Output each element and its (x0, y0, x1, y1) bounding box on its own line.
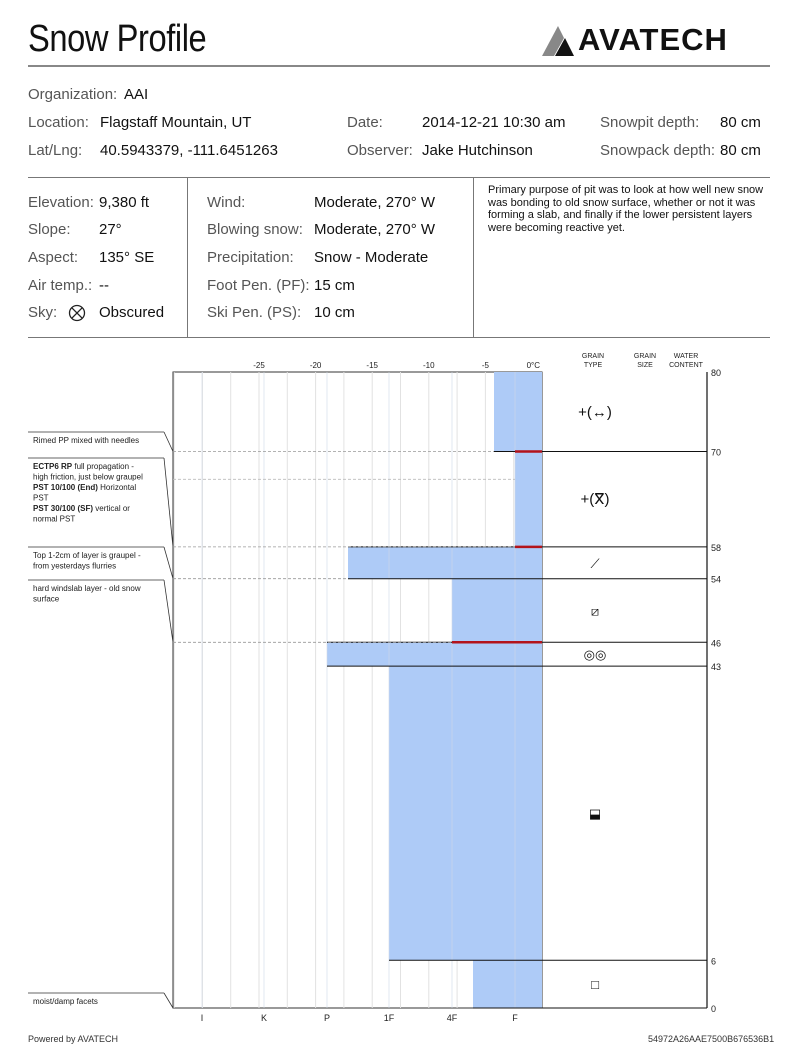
conditions-divider-2 (473, 177, 474, 337)
column-header: TYPE (583, 362, 603, 369)
latlng-label: Lat/Lng: (28, 142, 83, 159)
decomposing-icon: ⟋ (590, 555, 600, 571)
temp-tick-label: 0°C (526, 361, 540, 370)
hardness-bar (389, 666, 542, 960)
precip-particle-icon: +(↔) (578, 403, 612, 421)
avatech-logo-icon (538, 24, 576, 58)
brand-logo (538, 22, 770, 58)
sky-value: Obscured (99, 304, 165, 321)
wind-label: Wind: (207, 194, 246, 211)
hardness-bar (452, 579, 542, 643)
hardness-tick-label: K (260, 1013, 268, 1023)
sky-label: Sky: (28, 304, 58, 321)
conditions-divider-1 (187, 177, 188, 337)
snowpit-depth-label: Snowpit depth: (600, 114, 700, 131)
hardness-bar (515, 452, 542, 547)
depth-label: 46 (711, 638, 722, 649)
comment-text: PST 10/100 (End) Horizontal (33, 483, 137, 492)
hardness-bar (348, 547, 542, 579)
wind-value: Moderate, 270° W (314, 194, 436, 211)
temp-tick-label: -20 (309, 361, 322, 370)
pit-notes: Primary purpose of pit was to look at how well new snow was bonding to old snow surface, whether or not it was forming a slab, and finally if the lower persistent layers were becoming reactive yet. (488, 184, 764, 234)
temp-tick-label: -25 (253, 361, 265, 370)
organization-value: AAI (124, 86, 149, 103)
graupel-particle-icon: +(ⴳ) (580, 491, 610, 509)
hardness-tick-label: F (512, 1013, 518, 1023)
snowpack-depth-value: 80 cm (720, 142, 761, 159)
column-header: GRAIN (581, 353, 605, 360)
elevation-label: Elevation: (28, 194, 94, 211)
comment-leader (164, 580, 173, 642)
aspect-value: 135° SE (99, 249, 155, 266)
snowpit-depth-value: 80 cm (720, 114, 761, 131)
depth-label: 6 (711, 956, 717, 967)
depth-hoar-rounding-icon: ⬓ (588, 806, 602, 822)
organization-label: Organization: (28, 86, 118, 103)
comment-text: normal PST (33, 514, 76, 524)
slope-value: 27° (99, 221, 122, 238)
foot-pen-value: 15 cm (314, 277, 355, 294)
footer-powered-by: Powered by AVATECH (28, 1034, 119, 1044)
column-header: SIZE (637, 362, 653, 369)
depth-label: 80 (711, 368, 722, 378)
date-label: Date: (347, 114, 383, 131)
latlng-value: 40.5943379, -111.6451263 (100, 142, 278, 159)
comment-text: high friction, just below graupel (33, 472, 143, 482)
footer-id: 54972A26AAE7500B676536B1 (648, 1034, 775, 1044)
comment-text: Rimed PP mixed with needles (33, 436, 140, 445)
depth-label: 0 (711, 1004, 717, 1014)
location-label: Location: (28, 114, 89, 131)
faceted-rounded-icon: ⧄ (590, 603, 600, 619)
comment-leader (164, 432, 173, 452)
air-temp-value: -- (99, 277, 109, 294)
precipitation-value: Snow - Moderate (314, 249, 429, 266)
comment-text: ECTP6 RP full propagation - (33, 462, 134, 471)
info-divider (28, 177, 770, 178)
hardness-bar (494, 372, 542, 452)
comment-text: PST 30/100 (SF) vertical or (33, 504, 130, 513)
ski-pen-label: Ski Pen. (PS): (207, 304, 302, 321)
ski-pen-value: 10 cm (314, 304, 355, 321)
comment-text: moist/damp facets (33, 997, 98, 1006)
temp-tick-label: -5 (481, 361, 489, 370)
slope-label: Slope: (28, 221, 71, 238)
depth-label: 58 (711, 542, 722, 553)
depth-label: 70 (711, 447, 722, 458)
depth-label: 54 (711, 574, 722, 585)
hardness-tick-label: 1F (383, 1013, 395, 1023)
temp-tick-label: -15 (366, 361, 378, 370)
date-value: 2014-12-21 10:30 am (422, 114, 566, 131)
comment-text: PST (33, 493, 49, 503)
comment-text: Top 1-2cm of layer is graupel - (33, 551, 141, 560)
comment-text: surface (33, 594, 60, 604)
snowpack-depth-label: Snowpack depth: (600, 142, 716, 159)
column-header: GRAIN (633, 353, 657, 360)
comment-leader (164, 458, 173, 547)
hardness-tick-label: P (323, 1013, 331, 1023)
melt-form-icon: ◎◎ (583, 647, 607, 663)
hardness-bar (327, 642, 542, 666)
column-header: CONTENT (669, 362, 703, 369)
depth-label: 43 (711, 662, 722, 673)
temp-tick-label: -10 (423, 361, 435, 370)
comment-leader (164, 993, 173, 1008)
precipitation-label: Precipitation: (207, 249, 294, 266)
obscured-sky-icon (68, 304, 86, 322)
blowing-snow-value: Moderate, 270° W (314, 221, 436, 238)
brand-name: AVATECH (578, 22, 728, 57)
aspect-label: Aspect: (28, 249, 79, 266)
blowing-snow-label: Blowing snow: (207, 221, 303, 238)
elevation-value: 9,380 ft (99, 194, 150, 211)
comment-text: from yesterdays flurries (33, 561, 117, 571)
observer-value: Jake Hutchinson (422, 142, 533, 159)
conditions-divider (28, 337, 770, 338)
comment-leader (164, 547, 173, 579)
air-temp-label: Air temp.: (28, 277, 93, 294)
header-divider (28, 65, 770, 67)
hardness-tick-label: I (200, 1013, 204, 1023)
page-title: Snow Profile (28, 18, 207, 60)
observer-label: Observer: (347, 142, 413, 159)
faceted-icon: □ (591, 977, 599, 993)
snow-profile-chart (0, 340, 800, 1030)
foot-pen-label: Foot Pen. (PF): (207, 277, 310, 294)
location-value: Flagstaff Mountain, UT (100, 114, 252, 131)
comment-text: hard windslab layer - old snow (33, 584, 141, 593)
hardness-tick-label: 4F (446, 1013, 458, 1023)
column-header: WATER (673, 353, 699, 360)
hardness-bar (473, 960, 542, 1008)
